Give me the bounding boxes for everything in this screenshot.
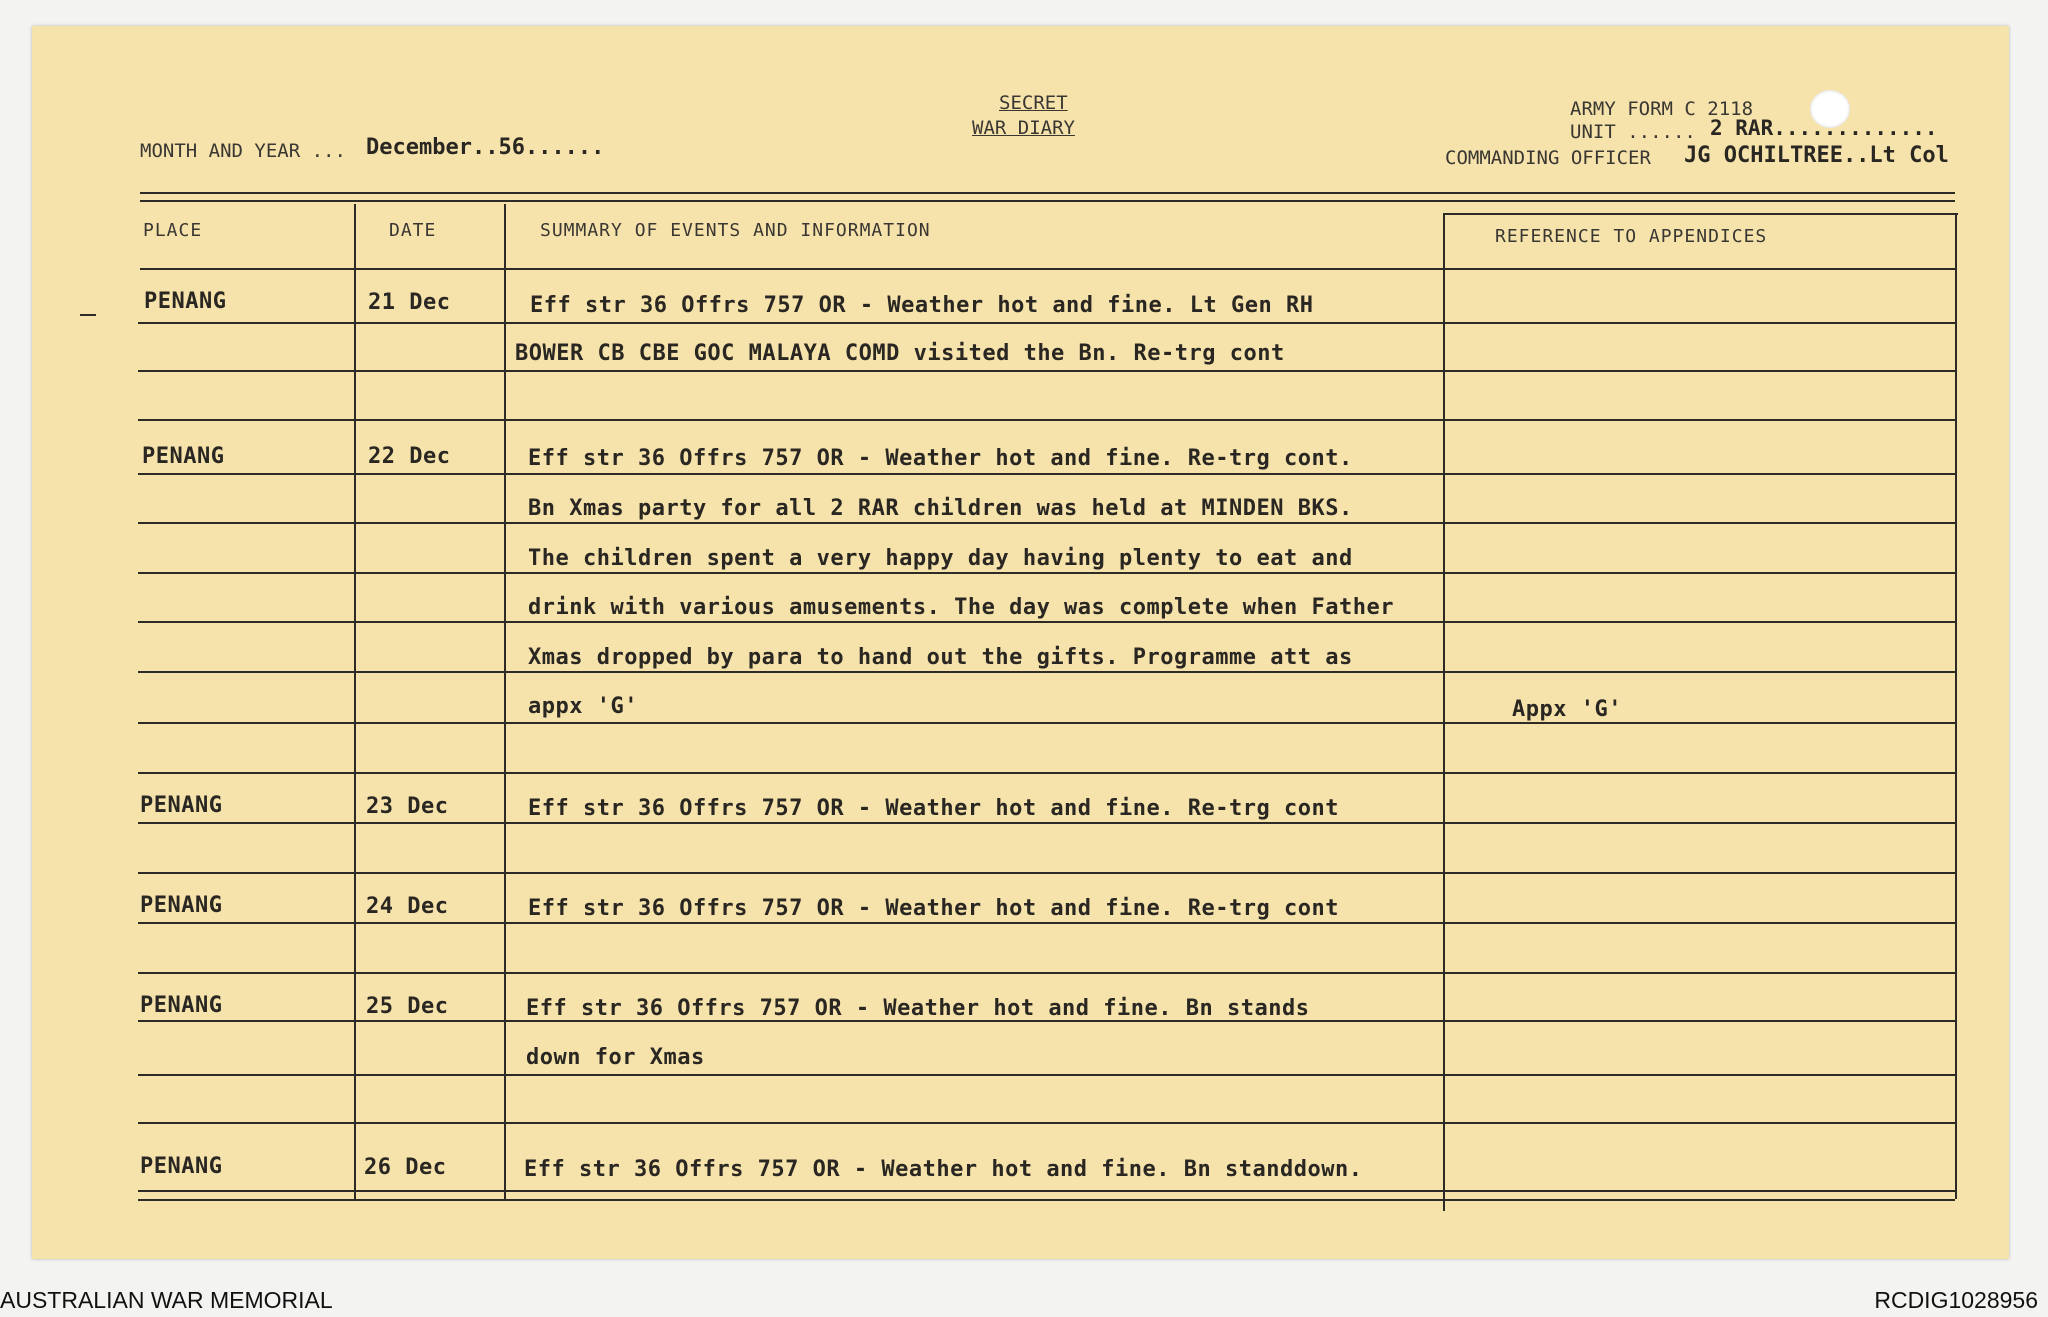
row-rule [138, 722, 1955, 724]
entry-date: 26 Dec [364, 1155, 447, 1180]
table-bottom-rule [138, 1190, 1955, 1192]
row-rule [138, 1074, 1955, 1076]
entry-date: 25 Dec [366, 994, 449, 1019]
secret-heading: SECRET [999, 92, 1068, 114]
reference-header-rule [1444, 213, 1958, 215]
row-rule [138, 822, 1955, 824]
column-header-date: DATE [389, 220, 437, 241]
table-bottom-rule-inner [138, 1199, 1955, 1201]
archive-reference-id: RCDIG1028956 [1874, 1287, 2038, 1313]
row-rule [138, 772, 1955, 774]
appendix-reference: Appx 'G' [1512, 697, 1622, 722]
war-diary-heading: WAR DIARY [972, 117, 1075, 139]
row-rule [138, 322, 1955, 324]
table-top-rule-inner [140, 200, 1955, 202]
entry-text-line: Eff str 36 Offrs 757 OR - Weather hot and fine. Re-trg cont [528, 896, 1339, 921]
row-rule [138, 872, 1955, 874]
column-header-reference: REFERENCE TO APPENDICES [1495, 226, 1768, 247]
row-rule [138, 922, 1955, 924]
unit-label: UNIT ...... [1570, 121, 1696, 143]
row-rule [138, 621, 1955, 623]
entry-text-line: Eff str 36 Offrs 757 OR - Weather hot and fine. Lt Gen RH [530, 293, 1314, 318]
entry-text-line: down for Xmas [526, 1045, 705, 1070]
entry-text-line: BOWER CB CBE GOC MALAYA COMD visited the Bn. Re-trg cont [515, 341, 1285, 366]
entry-date: 21 Dec [368, 290, 451, 315]
column-divider-right [1955, 213, 1957, 1199]
column-divider-place [354, 204, 356, 1200]
entry-place: PENANG [140, 793, 223, 818]
entry-text-line: drink with various amusements. The day was complete when Father [528, 595, 1394, 620]
entry-text-line: The children spent a very happy day having plenty to eat and [528, 546, 1353, 571]
column-header-summary: SUMMARY OF EVENTS AND INFORMATION [540, 220, 931, 241]
unit-value: 2 RAR............. [1710, 116, 1938, 140]
column-header-place: PLACE [143, 220, 203, 241]
month-year-label: MONTH AND YEAR ... [140, 140, 346, 162]
entry-text-line: Eff str 36 Offrs 757 OR - Weather hot and fine. Bn stands [526, 996, 1310, 1021]
entry-place: PENANG [140, 1154, 223, 1179]
row-rule [138, 671, 1955, 673]
entry-text-line: Eff str 36 Offrs 757 OR - Weather hot and fine. Re-trg cont [528, 796, 1339, 821]
entry-text-line: Xmas dropped by para to hand out the gifts. Programme att as [528, 645, 1353, 670]
month-year-value: December..56...... [366, 135, 605, 160]
entry-place: PENANG [142, 444, 225, 469]
column-divider-date [504, 204, 506, 1200]
row-rule [138, 1122, 1955, 1124]
row-rule [138, 419, 1955, 421]
archive-credit: AUSTRALIAN WAR MEMORIAL [0, 1287, 333, 1313]
row-rule [138, 473, 1955, 475]
row-rule [138, 572, 1955, 574]
row-rule [138, 972, 1955, 974]
row-rule [138, 370, 1955, 372]
entry-place: PENANG [140, 893, 223, 918]
entry-date: 24 Dec [366, 894, 449, 919]
column-divider-summary [1443, 213, 1445, 1211]
margin-tick-mark [80, 314, 96, 316]
entry-text-line: Bn Xmas party for all 2 RAR children was held at MINDEN BKS. [528, 496, 1353, 521]
entry-date: 22 Dec [368, 444, 451, 469]
entry-text-line: Eff str 36 Offrs 757 OR - Weather hot and fine. Re-trg cont. [528, 446, 1353, 471]
commanding-officer-label: COMMANDING OFFICER [1445, 147, 1651, 169]
column-header-rule [140, 268, 1955, 270]
entry-place: PENANG [144, 289, 227, 314]
entry-text-line: appx 'G' [528, 694, 638, 719]
entry-date: 23 Dec [366, 794, 449, 819]
row-rule [138, 522, 1955, 524]
commanding-officer-value: JG OCHILTREE..Lt Col [1684, 143, 1949, 168]
entry-text-line: Eff str 36 Offrs 757 OR - Weather hot and fine. Bn standdown. [524, 1157, 1363, 1182]
entry-place: PENANG [140, 993, 223, 1018]
table-top-rule [140, 192, 1955, 194]
army-form-label: ARMY FORM C 2118 [1570, 98, 1754, 120]
